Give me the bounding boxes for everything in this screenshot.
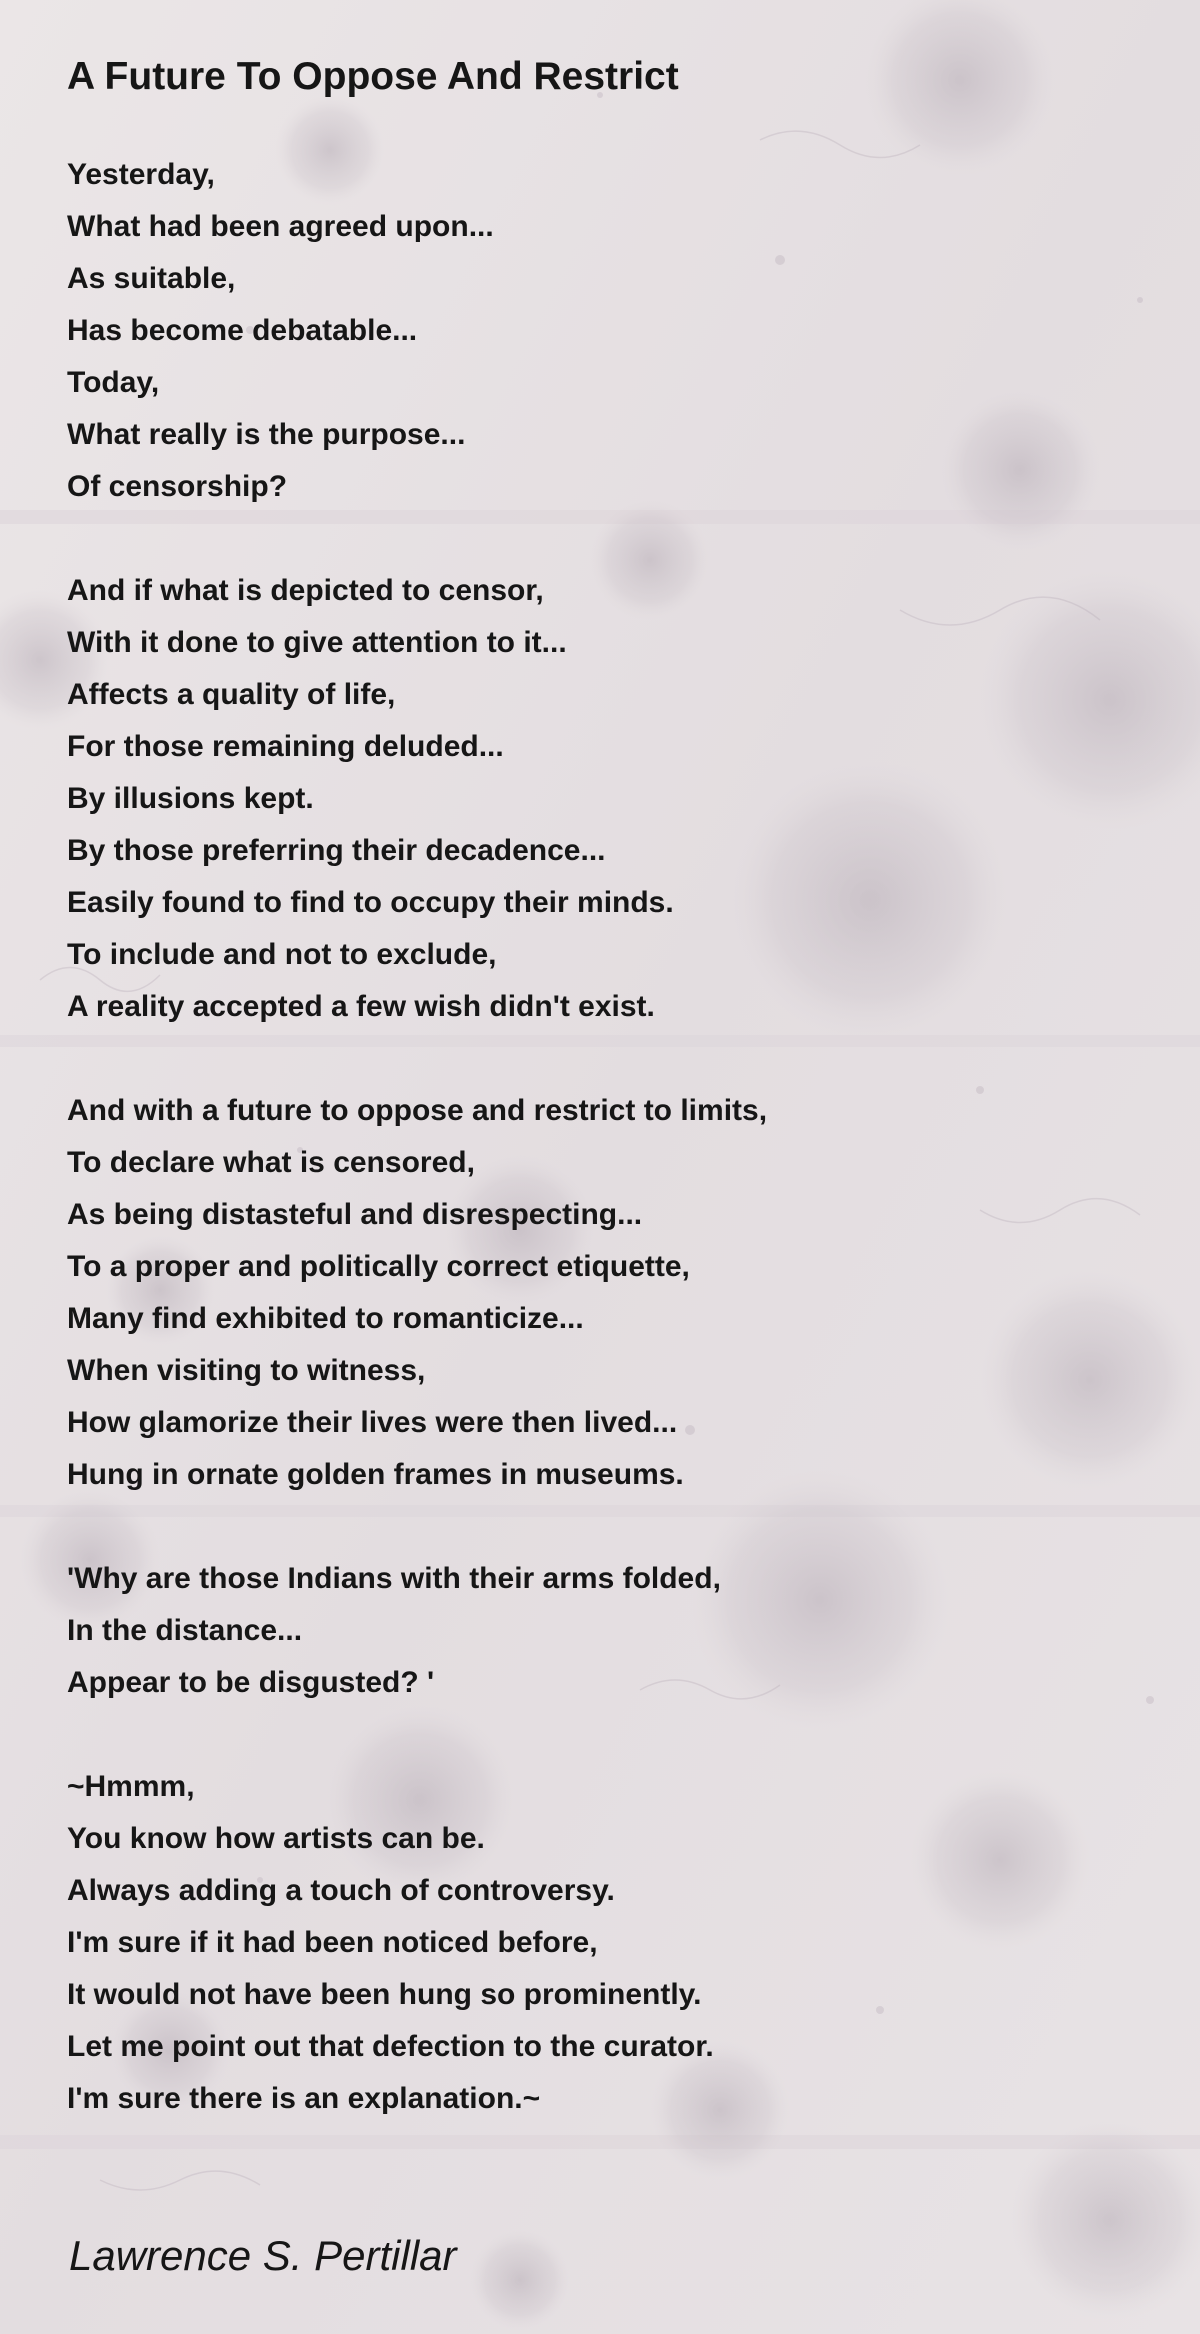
poem-line: With it done to give attention to it...	[67, 626, 567, 659]
poem-title: A Future To Oppose And Restrict	[67, 55, 679, 98]
poem-stanza	[67, 149, 767, 513]
poem-body	[67, 149, 767, 2125]
poem-line: Today,	[67, 366, 160, 399]
poem-line: Easily found to find to occupy their minds.	[67, 886, 674, 919]
poem-line: ~Hmmm,	[67, 1770, 195, 1803]
poem-stanza	[67, 1761, 767, 2125]
poem-line: 'Why are those Indians with their arms folded,	[67, 1562, 721, 1595]
poem-line: In the distance...	[67, 1614, 303, 1647]
poem-line: I'm sure if it had been noticed before,	[67, 1926, 598, 1959]
poem-stanza	[67, 1553, 767, 1709]
poem-line: Appear to be disgusted? '	[67, 1666, 435, 1699]
poem-line: For those remaining deluded...	[67, 730, 504, 763]
poem-line: To a proper and politically correct etiquette,	[67, 1250, 690, 1283]
poem-line: It would not have been hung so prominently.	[67, 1978, 702, 2011]
poem-line: Affects a quality of life,	[67, 678, 396, 711]
poem-line: Hung in ornate golden frames in museums.	[67, 1458, 684, 1491]
poem-line: And if what is depicted to censor,	[67, 574, 544, 607]
poem-stanza	[67, 565, 767, 1033]
poem-line: Always adding a touch of controversy.	[67, 1874, 615, 1907]
poem-line: As being distasteful and disrespecting...	[67, 1198, 643, 1231]
poem-line: What really is the purpose...	[67, 418, 466, 451]
poem-line: By those preferring their decadence...	[67, 834, 606, 867]
poem-line: Let me point out that defection to the curator.	[67, 2030, 714, 2063]
poem-line: You know how artists can be.	[67, 1822, 485, 1855]
poem-line: What had been agreed upon...	[67, 210, 494, 243]
poem-line: To declare what is censored,	[67, 1146, 475, 1179]
poem-stanza	[67, 1085, 767, 1501]
poem-line: When visiting to witness,	[67, 1354, 426, 1387]
poem-line: Many find exhibited to romanticize...	[67, 1302, 584, 1335]
poem-line: I'm sure there is an explanation.~	[67, 2082, 541, 2115]
poem-line: How glamorize their lives were then lived...	[67, 1406, 678, 1439]
poem-line: By illusions kept.	[67, 782, 314, 815]
poem-line: Yesterday,	[67, 158, 215, 191]
poem-line: A reality accepted a few wish didn't exist.	[67, 990, 655, 1023]
poem-author: Lawrence S. Pertillar	[69, 2232, 457, 2279]
poem-line: Of censorship?	[67, 470, 288, 503]
poem-line: To include and not to exclude,	[67, 938, 497, 971]
poem-line: And with a future to oppose and restrict to limits,	[67, 1094, 768, 1127]
poem-line: As suitable,	[67, 262, 236, 295]
poem-line: Has become debatable...	[67, 314, 418, 347]
